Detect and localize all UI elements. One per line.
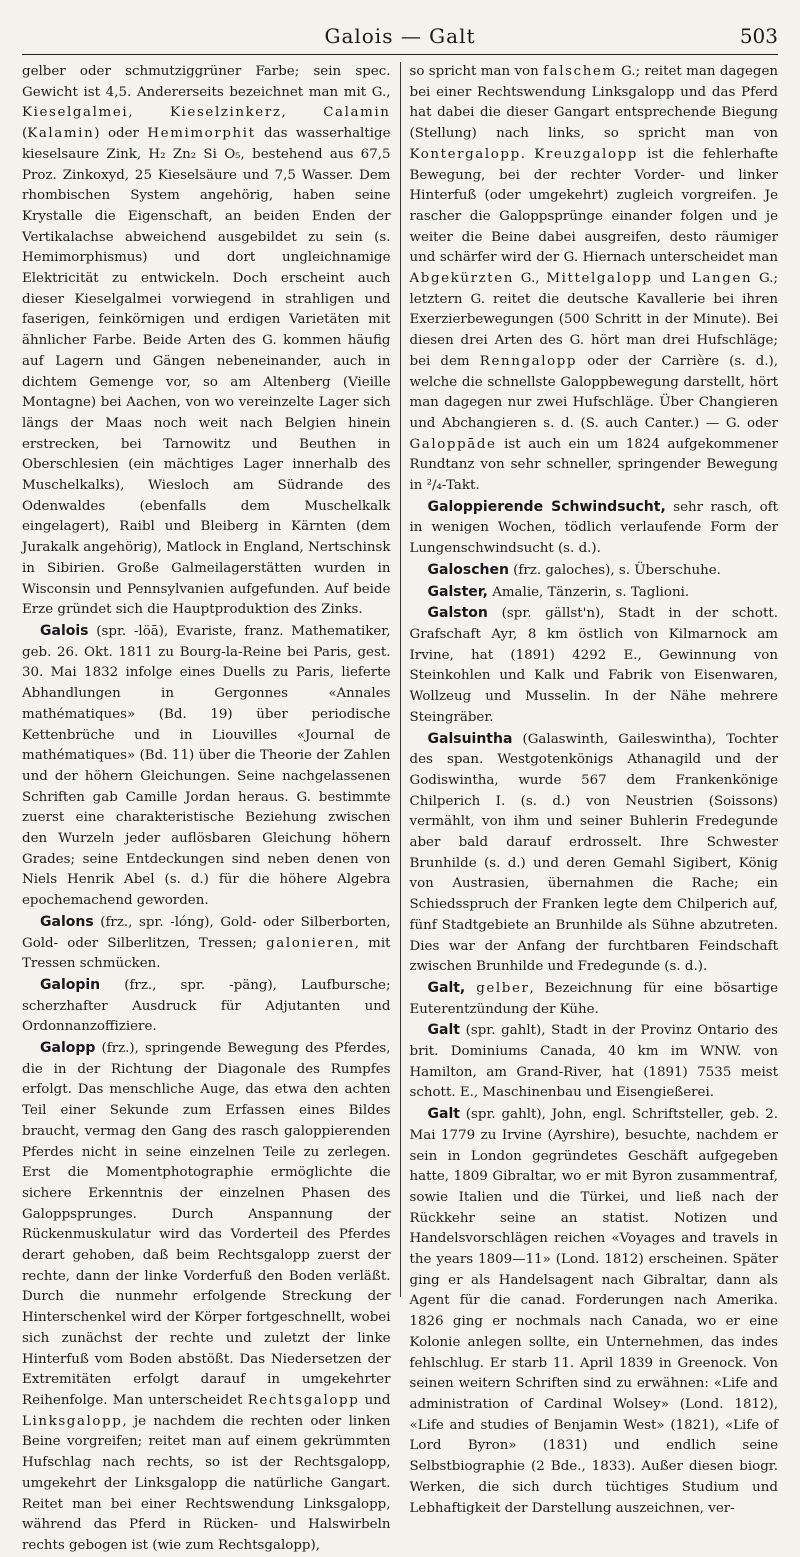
column-rule — [400, 62, 401, 1297]
entry-headword: Galopp — [40, 1040, 96, 1057]
two-column-body — [22, 62, 778, 1553]
entry-headword: Galston — [427, 605, 488, 622]
entry-headword: Galois — [40, 622, 89, 639]
continued-text — [22, 62, 391, 621]
entry-text: , mit Tressen schmücken. — [22, 935, 391, 972]
spaced-term: Galoppāde — [409, 436, 497, 452]
entry-headword: Galons — [40, 913, 94, 930]
entry-text: (frz. galoches), s. Überschuhe. — [508, 562, 721, 578]
entry-text: ist auch ein um 1824 aufgekommener Rundtanz von sehr schneller, springender Bewegung in ²/₄-Takt. — [409, 436, 778, 494]
dictionary-entry — [410, 1104, 779, 1519]
entry-text — [465, 981, 476, 996]
dictionary-entry — [22, 621, 391, 912]
entry-headword: Galster, — [427, 583, 488, 600]
dictionary-entry — [22, 1038, 391, 1557]
dictionary-entry — [22, 975, 391, 1038]
entry-headword: Galt — [427, 1106, 460, 1123]
spaced-term: Kieselgalmei, Kieselzinkerz, Calamin — [22, 105, 391, 121]
spaced-term: galonieren — [266, 935, 355, 951]
entry-headword: Galoppierende Schwindsucht, — [427, 498, 666, 515]
entry-text: oder der Carrière (s. d.), welche die schnellste Galoppbewegung darstellt, hört man dagegen nur zwei Hufschläge. Über Changieren und Abchangieren s. d. (S. auch Canter.) — G. oder — [409, 353, 778, 431]
entry-text: ) oder — [94, 126, 148, 142]
entry-text: ( — [22, 126, 28, 142]
dictionary-entry — [22, 912, 391, 975]
entry-text: G., — [513, 271, 547, 287]
spaced-term: Rechtsgalopp — [247, 1393, 360, 1408]
spaced-term: Renngalopp — [479, 353, 578, 369]
entry-headword: Galt — [427, 1022, 460, 1039]
spaced-term: Kalamin — [27, 126, 95, 142]
entry-text: (spr. gällst'n), Stadt in der schott. Grafschaft Ayr, 8 km östlich von Kilmarnock am Irvine, hat (1891) 4292 E., Gewinnung von Steinkohlen und Kalk und Fabrik von Eisenwaren, Wollzeug und Musselin. In der Nähe mehrere Steingräber. — [409, 606, 778, 725]
entry-headword: Galt, — [427, 979, 466, 996]
page-number: 503 — [739, 24, 778, 48]
entry-text: , je nachdem die rechten oder linken Beine vorgreifen; reitet man auf einem gekrümmten Hufschlag nach rechts, so ist der Rechtsgalopp, umgekehrt der Linksgalopp die natürliche Gangart. Reitet man bei einer Rechtswendung Linksgalopp, während das Pferd in Rücken- und Halswirbeln rechts gebogen ist (wie zum Rechtsgalopp), — [22, 1413, 391, 1553]
entry-text: G.; reitet man dagegen bei einer Rechtswendung Linksgalopp und das Pferd hat dabei die dieser Gangart entsprechende Biegung (Stellung) nach links, so spricht man von — [409, 64, 778, 142]
entry-text: das wasserhaltige kieselsaure Zink, H₂ Zn₂ Si O₅, bestehend aus 67,5 Proz. Zinkoxyd, 25 Kieselsäure und 7,5 Wasser. Dem rhombischen System angehörig, haben seine Krystalle die Eigenschaft, an beiden Enden der Vertikalachse abweichend ausgebildet zu sein (s. Hemimorphismus) und dort ungleichnamige Elektricität zu entwickeln. Doch erscheint auch dieser Kieselgalmei vorwiegend in strahligen und faserigen, feinkörnigen und erdigen Varietäten mit ähnlicher Farbe. Beide Arten des G. kommen häufig auf Lagern und Gängen nebeneinander, auch in dichtem Gemenge vor, so am Altenberg (Vieille Montagne) bei Aachen, von wo vereinzelte Lager sich längs der Maas noch weit nach Belgien hinein erstrecken, bei Tarnowitz und Beuthen in Oberschlesien (ein mächtiges Lager innerhalb des Muschelkalks), Wiesloch am Südrande des Odenwaldes (ebenfalls dem Muschelkalk eingelagert), Raibl und Bleiberg in Kärnten (dem Jurakalk angehörig), Matlock in England, Nertschinsk in Sibirien. Große Galmeilagerstätten wurden in Wisconsin und Pennsylvanien aufgefunden. Auf beide Erze gründet sich die Hauptproduktion des Zinks. — [22, 126, 391, 618]
spaced-term: Mittelgalopp — [546, 271, 653, 287]
right-column — [409, 62, 779, 1516]
dictionary-entry — [410, 1020, 779, 1104]
page-title: Galois — Galt — [324, 24, 476, 48]
entry-text: Amalie, Tänzerin, s. Taglioni. — [487, 584, 690, 600]
entry-text: sehr rasch, oft in wenigen Wochen, tödlich verlaufende Form der Lungenschwindsucht (s. d.). — [409, 499, 778, 557]
entry-text: (spr. -löā), Evariste, franz. Mathematiker, geb. 26. Okt. 1811 zu Bourg-la-Reine bei Paris, gest. 30. Mai 1832 infolge eines Duells zu Paris, lieferte Abhandlungen in Gergonnes «Annales mathématiques» (Bd. 19) über periodische Kettenbrüche und in Liouvilles «Journal de mathématiques» (Bd. 11) über die Theorie der Zahlen und der höhern Gleichungen. Seine nachgelassenen Schriften gab Camille Jordan heraus. G. bestimmte zuerst eine charakteristische Beziehung zwischen den Wurzeln jeder auflösbaren Gleichung höhern Grades; seine Entdeckungen sind neben denen von Niels Henrik Abel (s. d.) für die höhere Algebra epochemachend geworden. — [22, 623, 391, 909]
entry-text: G.; letztern G. reitet die deutsche Kavallerie bei ihren Exerzierbewegungen (500 Schritt in der Minute). Bei diesen drei Arten des G. hört man drei Hufschläge; bei dem — [409, 271, 778, 369]
entry-text: . — [520, 146, 535, 162]
spaced-term: Langen — [691, 271, 753, 287]
spaced-term: gelber — [476, 980, 530, 996]
spaced-term: Linksgalopp — [22, 1413, 123, 1429]
spaced-term: Kontergalopp — [409, 146, 521, 162]
spaced-term: Abgekürzten — [409, 271, 514, 287]
dictionary-entry — [410, 582, 779, 604]
left-column — [22, 62, 391, 1553]
entry-text: (frz.), springende Bewegung des Pferdes, die in der Richtung der Diagonale des Rumpfes erfolgt. Das menschliche Auge, das etwa den achten Teil einer Sekunde zum Erfassen eines Bildes braucht, vermag den Gang des rasch galoppierenden Pferdes nicht in seine einzelnen Teile zu zerlegen. Erst die Momentphotographie ermöglichte die sichere Erkenntnis der einzelnen Phasen des Galoppsprunges. Durch Anspannung der Rückenmuskulatur wird das Vorderteil des Pferdes derart gehoben, daß beim Rechtsgalopp zuerst der rechte, dann der linke Vorderfuß den Boden verläßt. Durch die nunmehr erfolgende Streckung der Hinterschenkel wird der Körper fortgeschnellt, wobei sich zunächst der rechte und zuletzt der linke Hinterfuß vom Boden abstößt. Das Niedersetzen der Extremitäten erfolgt darauf in umgekehrter Reihenfolge. Man unterscheidet — [22, 1041, 391, 1408]
running-header — [22, 18, 778, 55]
entry-text: (frz., spr. -lóng), Gold- oder Silberborten, Gold- oder Silberlitzen, Tressen; — [22, 914, 391, 951]
entry-text: , Bezeichnung für eine bösartige Euterentzündung der Kühe. — [409, 980, 778, 1017]
entry-text: und — [652, 271, 692, 287]
continued-text — [410, 62, 779, 497]
entry-text: (spr. gahlt), Stadt in der Provinz Ontario des brit. Dominiums Canada, 40 km im WNW. von Hamilton, am Grand-River, hat (1891) 7535 meist schott. E., Maschinenbau und Eisengießerei. — [409, 1023, 778, 1101]
entry-text: ist die fehlerhafte Bewegung, bei der rechter Vorder- und linker Hinterfuß (oder umgekehrt) zugleich vorgreifen. Je rascher die Galoppsprünge einander folgen und je weiter die Beine dabei ausgreifen, desto räumiger und schärfer wird der G. Hiernach unterscheidet man — [409, 146, 778, 266]
entry-text: so spricht man von — [409, 64, 544, 79]
entry-text: (frz., spr. -päng), Laufbursche; scherzhafter Ausdruck für Adjutanten und Ordonnanzoffiziere. — [22, 977, 391, 1035]
entry-headword: Galsuintha — [427, 730, 513, 747]
spaced-term: Kreuzgalopp — [534, 146, 638, 162]
dictionary-entry — [410, 497, 779, 560]
dictionary-entry — [410, 560, 779, 582]
entry-text: und — [359, 1393, 391, 1408]
entry-text: (spr. gahlt), John, engl. Schriftsteller, geb. 2. Mai 1779 zu Irvine (Ayrshire), besuchte, nachdem er sein in London gegründetes Geschäft aufgegeben hatte, 1809 Gibraltar, wo er mit Byron zusammentraf, sowie Italien und die Türkei, und ließ nach der Rückkehr seine an statist. Notizen und Handelsvorschlägen reichen «Voyages and travels in the years 1809—11» (Lond. 1812) erscheinen. Später ging er als Handelsagent nach Gibraltar, dann als Agent für die canad. Forderungen nach Amerika. 1826 ging er nochmals nach Canada, wo er eine Kolonie anlegen sollte, ein Unternehmen, das indes fehlschlug. Er starb 11. April 1839 in Greenock. Von seinen weitern Schriften sind zu erwähnen: «Life and administration of Cardinal Wolsey» (Lond. 1812), «Life and studies of Benjamin West» (1821), «Life of Lord Byron» (1831) und endlich seine Selbstbiographie (2 Bde., 1833). Außer diesen biogr. Werken, die sich durch tüchtiges Studium und Lebhaftigkeit der Darstellung auszeichnen, ver- — [409, 1107, 778, 1516]
spaced-term: falschem — [543, 64, 617, 79]
entry-text: gelber oder schmutziggrüner Farbe; sein spec. Gewicht ist 4,5. Andererseits bezeichnet man mit G., — [22, 64, 391, 100]
dictionary-entry — [410, 729, 779, 978]
entry-headword: Galoschen — [427, 561, 509, 578]
dictionary-entry — [410, 978, 779, 1020]
dictionary-entry — [410, 603, 779, 728]
entry-headword: Galopin — [40, 976, 101, 993]
entry-text: (Galaswinth, Gaileswintha), Tochter des span. Westgotenkönigs Athanagild und der Godiswintha, wurde 567 dem Frankenkönige Chilperich I. (s. d.) von Neustrien (Soissons) vermählt, von ihm und seiner Buhlerin Fredegunde aber bald darauf erdrosselt. Ihre Schwester Brunhilde (s. d.) und deren Gemahl Sigibert, König von Austrasien, übernahmen die Rache; ein Schiedsspruch der Franken legte dem Chilperich auf, fünf Stadtgebiete an Brunhilde als Sühne abzutreten. Dies war der Anfang der furchtbaren Feindschaft zwischen Brunhilde und Fredegunde (s. d.). — [409, 731, 778, 975]
spaced-term: Hemimorphit — [147, 126, 256, 142]
